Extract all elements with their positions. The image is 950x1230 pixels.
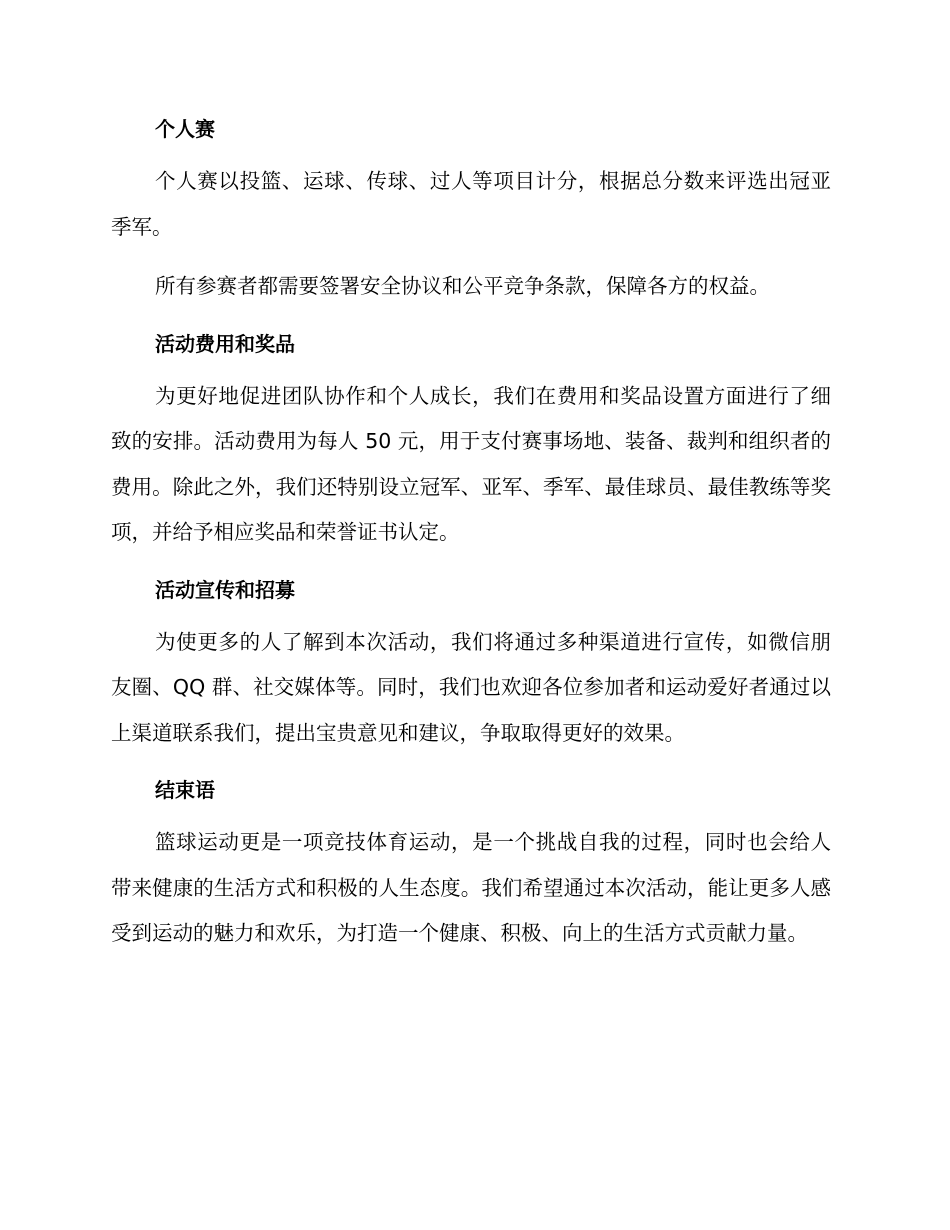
section-heading-promotion: 活动宣传和招募	[155, 577, 295, 602]
section-heading-fees-prizes: 活动费用和奖品	[155, 331, 295, 356]
paragraph-conclusion: 篮球运动更是一项竞技体育运动，是一个挑战自我的过程，同时也会给人带来健康的生活方式和积极的人生态度。我们希望通过本次活动，能让更多人感受到运动的魅力和欢乐，为打造一个健康、积极、向上的生活方式贡献力量。	[111, 830, 831, 945]
section-heading-conclusion: 结束语	[155, 778, 215, 802]
document-page	[111, 113, 831, 957]
paragraph-promotion: 为使更多的人了解到本次活动，我们将通过多种渠道进行宣传，如微信朋友圈、QQ 群、社交媒体等。同时，我们也欢迎各位参加者和运动爱好者通过以上渠道联系我们，提出宝贵意见和建议，争取取得更好的效果。	[111, 629, 831, 745]
paragraph-safety-agreement: 所有参赛者都需要签署安全协议和公平竞争条款，保障各方的权益。	[155, 274, 770, 298]
section-heading-individual: 个人赛	[155, 117, 215, 141]
paragraph-individual-scoring: 个人赛以投篮、运球、传球、过人等项目计分，根据总分数来评选出冠亚季军。	[111, 169, 831, 239]
paragraph-fees-prizes: 为更好地促进团队协作和个人成长，我们在费用和奖品设置方面进行了细致的安排。活动费用为每人 50 元，用于支付赛事场地、装备、裁判和组织者的费用。除此之外，我们还特别设立冠军、亚军、季军、最佳球员、最佳教练等奖项，并给予相应奖品和荣誉证书认定。	[111, 383, 831, 544]
